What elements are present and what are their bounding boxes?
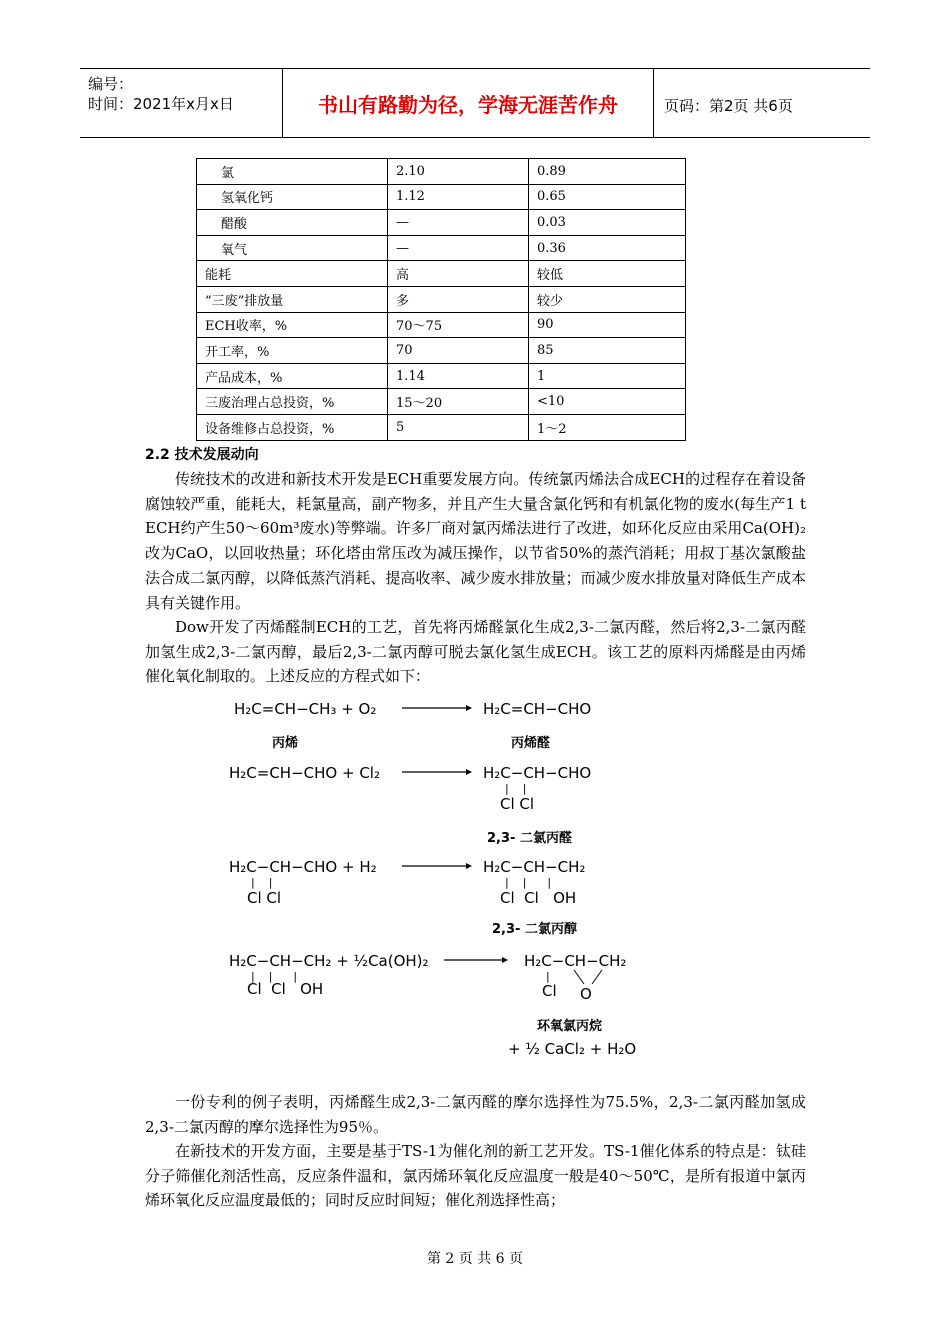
reaction-3-reactants: H₂C−CH−CHO + H₂ (229, 858, 377, 876)
table-cell: 70～75 (388, 312, 529, 338)
table-cell: 较低 (529, 261, 686, 287)
comparison-table (196, 158, 686, 441)
table-cell: 0.36 (529, 235, 686, 261)
table-cell: 1～2 (529, 414, 686, 440)
table-cell: — (388, 235, 529, 261)
page-info: 页码：第2页 共6页 (664, 97, 793, 115)
table-cell: — (388, 210, 529, 236)
reaction-3-product: H₂C−CH−CH₂ (483, 858, 586, 876)
table-cell: ECH收率，% (197, 312, 388, 338)
table-cell: 5 (388, 414, 529, 440)
arrow-icon (444, 954, 508, 966)
table-cell: 15～20 (388, 389, 529, 415)
bond-marks: | | | (505, 876, 552, 889)
table-cell: 0.03 (529, 210, 686, 236)
table-cell: 氧气 (197, 235, 388, 261)
table-cell: 1.14 (388, 363, 529, 389)
bond-marks: | | | (251, 970, 298, 983)
reaction-2-label: 2,3- 二氯丙醛 (487, 831, 572, 846)
table-cell: 设备维修占总投资，% (197, 414, 388, 440)
reaction-2-product-substituents: Cl Cl (500, 795, 535, 813)
reaction-3-product-substituents: Cl Cl OH (500, 889, 577, 907)
reaction-4-product-o: O (580, 985, 592, 1003)
paragraph-3: 一份专利的例子表明，丙烯醛生成2,3-二氯丙醛的摩尔选择性为75.5%，2,3-二氯丙醛加氢成2,3-二氯丙醇的摩尔选择性为95％。 (145, 1093, 806, 1136)
table-row (197, 159, 686, 185)
table-row (197, 312, 686, 338)
table-row (197, 184, 686, 210)
reaction-3-label: 2,3- 二氯丙醇 (492, 922, 577, 937)
table-cell: 70 (388, 338, 529, 364)
arrow-icon (402, 702, 472, 714)
table-row (197, 363, 686, 389)
reaction-1-label-left: 丙烯 (272, 736, 299, 751)
table-cell: 90 (529, 312, 686, 338)
reaction-1-label-right: 丙烯醛 (511, 736, 551, 751)
table-cell: “三废”排放量 (197, 286, 388, 312)
table-cell: 较少 (529, 286, 686, 312)
table-cell: 0.89 (529, 159, 686, 185)
table-cell: 2.10 (388, 159, 529, 185)
table-cell: 高 (388, 261, 529, 287)
reaction-3-reactant-substituents: Cl Cl (247, 889, 282, 907)
reaction-4-reactant-substituents: Cl Cl OH (247, 980, 324, 998)
header-meta (80, 69, 283, 137)
table-cell: 多 (388, 286, 529, 312)
table-cell: 85 (529, 338, 686, 364)
table-row (197, 210, 686, 236)
table-cell: <10 (529, 389, 686, 415)
reaction-2-reactants: H₂C=CH−CHO + Cl₂ (229, 764, 380, 782)
reaction-4-byproducts: + ½ CaCl₂ + H₂O (508, 1040, 637, 1058)
table-row (197, 389, 686, 415)
bond-marks: | (546, 970, 550, 983)
page-footer: 第 2 页 共 6 页 (426, 1251, 524, 1267)
reaction-4-product: H₂C−CH−CH₂ (524, 952, 627, 970)
arrow-icon (402, 860, 472, 872)
motto: 书山有路勤为径，学海无涯苦作舟 (283, 69, 654, 137)
paragraph-1: 传统技术的改进和新技术开发是ECH重要发展方向。传统氯丙烯法合成ECH的过程存在着设备腐蚀较严重，能耗大，耗氯量高，副产物多，并且产生大量含氯化钙和有机氯化物的废水(每生产1 t ECH约产生50～60m³废水)等弊端。许多厂商对氯丙烯法进行了改进，如环化反应由采用Ca(OH)₂改为CaO，以回收热量；环化塔由常压改为减压操作，以节省50%的蒸汽消耗；用叔丁基次氯酸盐法合成二氯丙醇，以降低蒸汽消耗、提高收率、减少废水排放量；而减少废水排放量对降低生产成本具有关键作用。 (145, 470, 806, 612)
bond-marks: | | (251, 876, 273, 889)
page-header (80, 68, 870, 138)
arrow-icon (402, 766, 472, 778)
bond-marks: | | (505, 782, 527, 795)
table-row (197, 286, 686, 312)
table-cell: 1 (529, 363, 686, 389)
table-cell: 能耗 (197, 261, 388, 287)
table-cell: 1.12 (388, 184, 529, 210)
date-label: 时间：2021年x月x日 (88, 95, 234, 113)
paragraph-4: 在新技术的开发方面，主要是基于TS-1为催化剂的新工艺开发。TS-1催化体系的特点是：钛硅分子筛催化剂活性高，反应条件温和，氯丙烯环氧化反应温度一般是40～50℃，是所有报道中氯丙烯环氧化反应温度最低的；同时反应时间短；催化剂选择性高； (145, 1142, 806, 1210)
table-cell: 氯 (197, 159, 388, 185)
section-title: 2.2 技术发展动向 (145, 447, 259, 463)
reaction-1-reactants: H₂C=CH−CH₃ + O₂ (234, 700, 377, 718)
table-row (197, 338, 686, 364)
table-cell: 三废治理占总投资，% (197, 389, 388, 415)
reaction-4-label: 环氧氯丙烷 (537, 1019, 603, 1034)
table-cell: 0.65 (529, 184, 686, 210)
table-cell: 产品成本，% (197, 363, 388, 389)
table-cell: 氢氧化钙 (197, 184, 388, 210)
table-cell: 开工率，% (197, 338, 388, 364)
reaction-1-product: H₂C=CH−CHO (483, 700, 592, 718)
table-cell: 醋酸 (197, 210, 388, 236)
number-label: 编号： (88, 75, 134, 93)
reaction-4-reactants: H₂C−CH−CH₂ + ½Ca(OH)₂ (229, 952, 429, 970)
reaction-4-product-cl: Cl (542, 982, 557, 1000)
table-row (197, 235, 686, 261)
paragraph-2: Dow开发了丙烯醛制ECH的工艺，首先将丙烯醛氯化生成2,3-二氯丙醛，然后将2,3-二氯丙醛加氢生成2,3-二氯丙醇，最后2,3-二氯丙醇可脱去氯化氢生成ECH。该工艺的原料丙烯醛是由丙烯催化氧化制取的。上述反应的方程式如下： (145, 618, 806, 686)
table-row (197, 414, 686, 440)
table-row (197, 261, 686, 287)
reaction-2-product: H₂C−CH−CHO (483, 764, 592, 782)
